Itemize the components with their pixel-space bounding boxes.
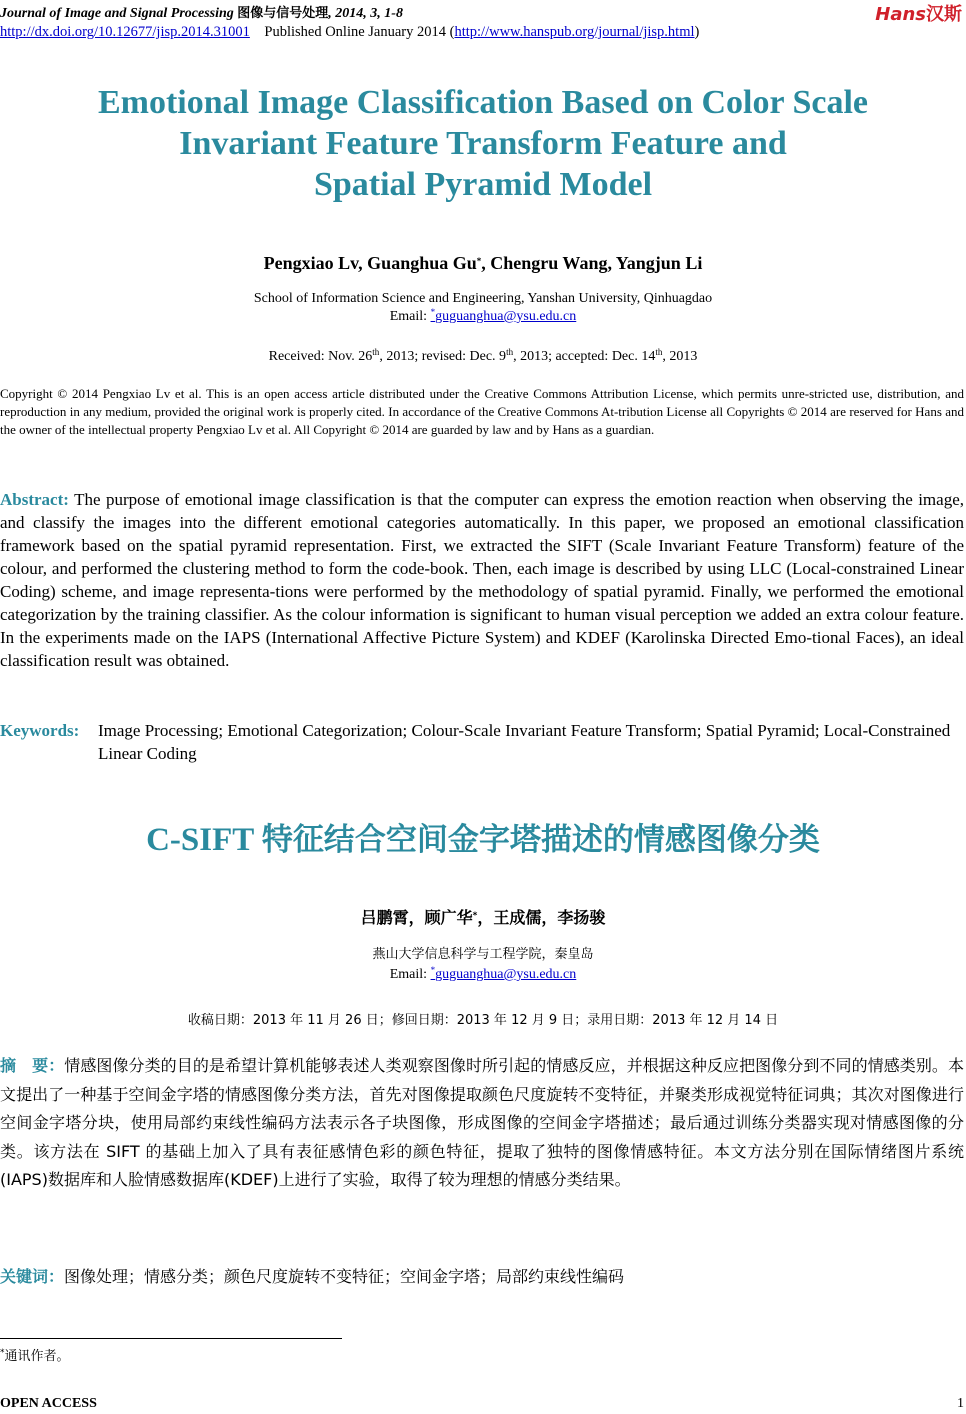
page-number: 1 (957, 1396, 964, 1411)
hans-logo (875, 0, 962, 26)
email-link[interactable] (431, 967, 577, 982)
footnote-divider (0, 1338, 342, 1339)
email-label: Email: (389, 967, 431, 982)
abstract-label: Abstract: (0, 490, 69, 509)
doi-line (0, 24, 699, 41)
email-label: Email: (389, 309, 431, 324)
received-text: Received: Nov. 26 (268, 349, 373, 364)
author-list: Pengxiao Lv, Guanghua Gu (263, 253, 477, 273)
email-mark: * (430, 965, 436, 975)
email-address: guguanghua@ysu.edu.cn (435, 309, 577, 324)
abstract-label: 摘 要： (0, 1056, 65, 1075)
email-address: guguanghua@ysu.edu.cn (435, 967, 577, 982)
copyright-notice: Copyright © 2014 Pengxiao Lv et al. This is an open access article distributed under the Creative Commons Attribution License, which permits unre-stricted use, distribution, and reproduction in any medium, provided the original work is properly cited. In accordance of the Creative Commons At-tribution License all Copyrights © 2014 are reserved for Hans and the owner of the intellectual property Pengxiao Lv et al. All Copyright © 2014 are guarded by law and by Hans as a guardian. (0, 386, 964, 438)
abstract-cn (0, 1052, 964, 1195)
keywords-label: Keywords: (0, 721, 80, 740)
authors-en (0, 253, 966, 274)
journal-volume: , 2014, 3, 1-8 (328, 6, 403, 21)
title-latin-part: C-SIFT (146, 822, 262, 858)
ordinal-sup: th (655, 347, 663, 357)
email-mark: * (430, 307, 436, 317)
author-list: ，王成儒，李扬骏 (477, 908, 606, 927)
revised-text: , 2013; revised: Dec. 9 (379, 349, 507, 364)
logo-latin: Hans (875, 4, 926, 25)
author-list: 吕鹏霄，顾广华 (360, 908, 473, 927)
affiliation-text: School of Information Science and Engineering, Yanshan University, Qinhuagdao (253, 291, 713, 306)
ordinal-sup: th (506, 347, 514, 357)
doi-link[interactable]: http://dx.doi.org/10.12677/jisp.2014.31001 (0, 24, 250, 40)
paper-title-en (0, 82, 966, 205)
logo-cn: 汉斯 (926, 4, 962, 25)
title-cn-part: 特征结合空间金字塔描述的情感图像分类 (261, 822, 820, 858)
footnote-mark: * (0, 1348, 5, 1358)
corresponding-mark: * (476, 256, 482, 266)
journal-name: Journal of Image and Signal Processing (0, 6, 234, 21)
open-access-label: OPEN ACCESS (0, 1396, 97, 1411)
title-line: Invariant Feature Transform Feature and (179, 125, 787, 162)
paper-title-cn (0, 814, 966, 859)
journal-name-cn: 图像与信号处理 (237, 6, 329, 21)
keywords-text: Image Processing; Emotional Categorization; Colour-Scale Invariant Feature Transform; Spatial Pyramid; Local-Constrained Linear Coding (98, 721, 951, 763)
authors-cn (0, 905, 966, 928)
ordinal-sup: th (372, 347, 380, 357)
email-link[interactable] (431, 309, 577, 324)
abstract-text: 情感图像分类的目的是希望计算机能够表述人类观察图像时所引起的情感反应，并根据这种反应把图像分到不同的情感类别。本文提出了一种基于空间金字塔的情感图像分类方法，首先对图像提取颜色尺度旋转不变特征，并聚类形成视觉特征词典；其次对图像进行空间金字塔分块，使用局部约束线性编码方法表示各子块图像，形成图像的空间金字塔描述；最后通过训练分类器实现对情感图像的分类。该方法在 SIFT 的基础上加入了具有表征感情色彩的颜色特征，提取了独特的图像情感特征。本文方法分别在国际情绪图片系统(IAPS)数据库和人脸情感数据库(KDEF)上进行了实验，取得了较为理想的情感分类结果。 (0, 1056, 964, 1190)
title-line: Spatial Pyramid Model (313, 166, 653, 203)
corresponding-mark: * (472, 911, 478, 921)
affiliation-en (0, 290, 966, 326)
published-text: Published Online January 2014 ( (264, 24, 455, 40)
journal-link[interactable]: http://www.hanspub.org/journal/jisp.html (454, 24, 695, 40)
title-line: Emotional Image Classification Based on Color Scale (97, 84, 869, 121)
keywords-text: 图像处理；情感分类；颜色尺度旋转不变特征；空间金字塔；局部约束线性编码 (64, 1267, 625, 1286)
accepted-text: , 2013; accepted: Dec. 14 (513, 349, 656, 364)
affiliation-text: 燕山大学信息科学与工程学院，秦皇岛 (372, 947, 594, 962)
footnote (0, 1345, 70, 1364)
email-line (0, 965, 966, 985)
footnote-text: 通讯作者。 (4, 1349, 70, 1364)
keywords-cn (0, 1264, 964, 1287)
received-dates-cn: 收稿日期：2013 年 11 月 26 日；修回日期：2013 年 12 月 9 日；录用日期：2013 年 12 月 14 日 (187, 1013, 779, 1028)
year-text: , 2013 (662, 349, 698, 364)
email-line (0, 308, 966, 326)
abstract-en (0, 488, 964, 672)
abstract-text: The purpose of emotional image classification is that the computer can express the emotion reaction when observing the image, and classify the images into the different emotional categories automatically. In this paper, we proposed an emotional classification framework based on the spatial pyramid representation. First, we extracted the SIFT (Scale Invariant Feature Transform) feature of the colour, and performed the clustering method to form the code-book. Then, each image is described by using LLC (Local-constrained Linear Coding) scheme, and image representa-tions were performed by the methodology of spatial pyramid. Finally, we performed the emotional categorization by the training classifier. As the colour information is significant to human visual perception we added an extra colour feature. In the experiments made on the IAPS (International Affective Picture System) and KDEF (Karolinska Directed Emo-tional Faces), an ideal classification result was obtained. (0, 490, 964, 670)
affiliation-cn (0, 945, 966, 985)
keywords-label: 关键词： (0, 1267, 65, 1286)
close-paren: ) (694, 24, 700, 40)
received-dates-en (0, 349, 966, 365)
author-list: , Chengru Wang, Yangjun Li (481, 253, 703, 273)
journal-header (0, 2, 403, 22)
